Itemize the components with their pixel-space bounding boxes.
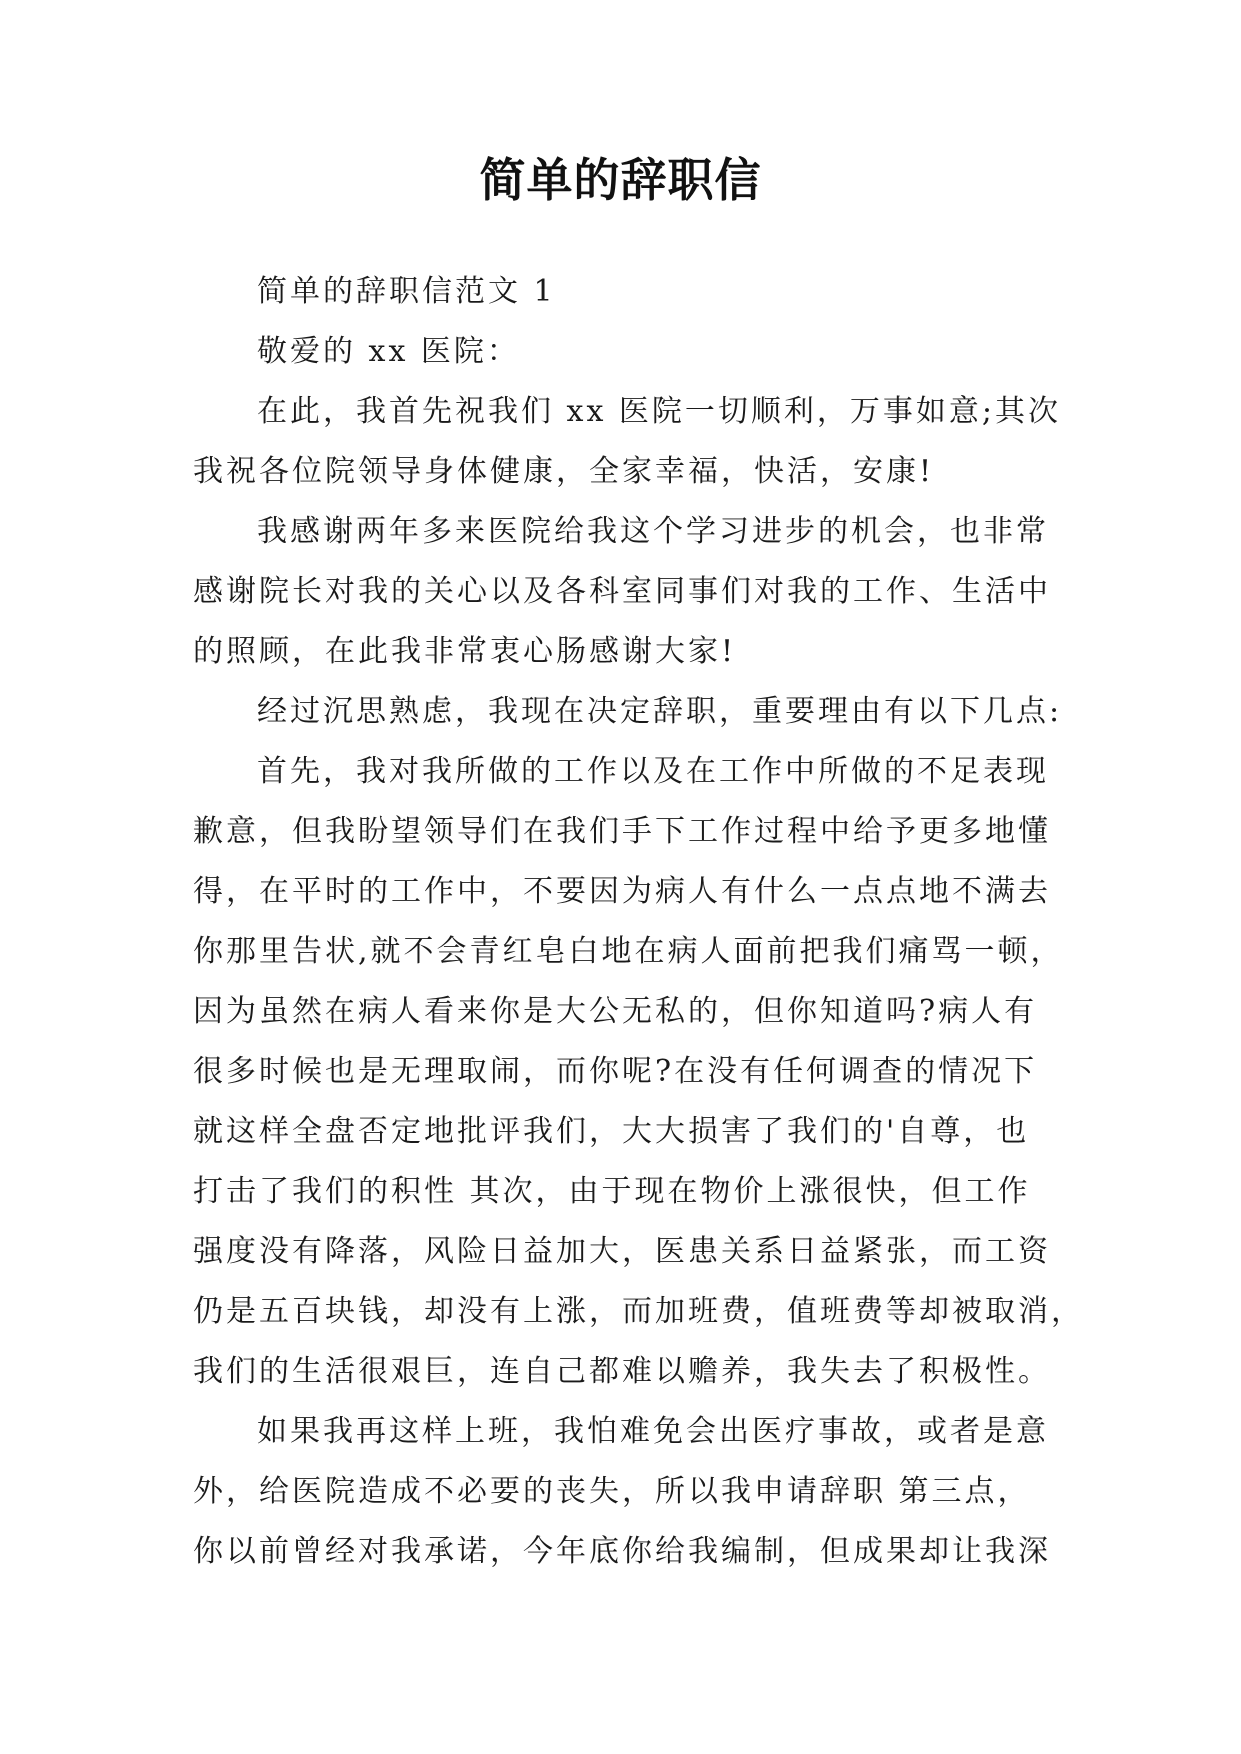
text-line: 强度没有降落，风险日益加大，医患关系日益紧张，而工资 [193,1234,1051,1269]
text-line: 敬爱的 xx 医院： [257,334,520,369]
text-line: 我们的生活很艰巨，连自己都难以赡养，我失去了积极性。 [193,1354,1051,1389]
text-line: 首先，我对我所做的工作以及在工作中所做的不足表现 [257,754,1049,789]
text-line: 仍是五百块钱，却没有上涨，而加班费，值班费等却被取消， [193,1294,1084,1329]
document-body [193,262,1084,1582]
text-line: 如果我再这样上班，我怕难免会出医疗事故，或者是意 [257,1414,1049,1449]
text-line: 你那里告状,就不会青红皂白地在病人面前把我们痛骂一顿， [193,934,1064,969]
text-line: 简单的辞职信范文 1 [257,274,556,309]
text-line: 的照顾，在此我非常衷心肠感谢大家! [193,634,737,669]
text-line: 打击了我们的积性 其次，由于现在物价上涨很快，但工作 [193,1174,1031,1209]
text-line: 得，在平时的工作中，不要因为病人有什么一点点地不满去 [193,874,1051,909]
text-line: 在此，我首先祝我们 xx 医院一切顺利，万事如意;其次 [257,394,1062,429]
text-line: 很多时候也是无理取闹，而你呢?在没有任何调查的情况下 [193,1054,1038,1089]
document-title: 简单的辞职信 [479,153,762,207]
text-line: 因为虽然在病人看来你是大公无私的，但你知道吗?病人有 [193,994,1038,1029]
text-line: 外，给医院造成不必要的丧失，所以我申请辞职 第三点， [193,1474,1031,1509]
text-line: 就这样全盘否定地批评我们，大大损害了我们的'自尊，也 [193,1114,1030,1149]
text-line: 你以前曾经对我承诺，今年底你给我编制，但成果却让我深 [193,1534,1051,1569]
text-line: 感谢院长对我的关心以及各科室同事们对我的工作、生活中 [193,574,1051,609]
text-line: 歉意，但我盼望领导们在我们手下工作过程中给予更多地懂 [193,814,1051,849]
text-line: 我祝各位院领导身体健康，全家幸福，快活，安康! [193,454,935,489]
text-line: 经过沉思熟虑，我现在决定辞职，重要理由有以下几点: [257,694,1063,729]
text-line: 我感谢两年多来医院给我这个学习进步的机会，也非常 [257,514,1049,549]
